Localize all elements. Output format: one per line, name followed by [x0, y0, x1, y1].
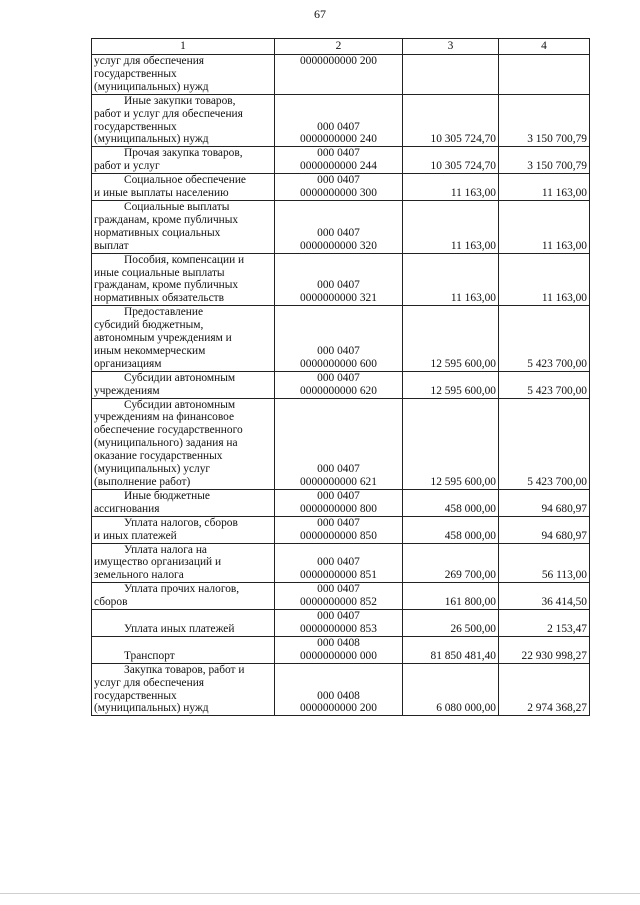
table-row	[92, 147, 590, 174]
row-amount-col3: 11 163,00	[403, 200, 499, 253]
row-code-line: 000 0408	[317, 689, 360, 702]
row-code-line: 0000000000 200	[300, 55, 377, 67]
table-row	[92, 636, 590, 663]
row-amount-col3: 11 163,00	[403, 174, 499, 201]
row-name-line: автономным учреждениям и	[94, 332, 232, 345]
row-code-line: 000 0407	[317, 279, 360, 292]
row-amount-col3: 458 000,00	[403, 489, 499, 516]
row-amount-col3: 12 595 600,00	[403, 306, 499, 372]
row-name	[92, 306, 275, 372]
row-code-line: 000 0407	[317, 174, 360, 187]
row-name	[92, 147, 275, 174]
row-amount-col4: 56 113,00	[499, 543, 590, 583]
row-code-line: 0000000000 244	[300, 160, 377, 173]
row-name-line: гражданам, кроме публичных	[94, 213, 239, 226]
row-name-line: работ и услуг для обеспечения	[94, 107, 243, 120]
row-code	[275, 371, 403, 398]
row-code-line: 000 0407	[317, 120, 360, 133]
row-amount-col3: 6 080 000,00	[403, 663, 499, 716]
row-code	[275, 583, 403, 610]
row-name-line: Уплата прочих налогов,	[124, 583, 240, 596]
row-amount-col4	[499, 55, 590, 95]
table-header	[92, 39, 590, 55]
row-name-line: Транспорт	[124, 649, 175, 662]
row-name-line: и иных платежей	[94, 529, 177, 542]
row-name-line: (муниципальных) нужд	[94, 133, 209, 146]
row-amount-col4: 2 974 368,27	[499, 663, 590, 716]
row-name	[92, 398, 275, 489]
row-amount-col3: 26 500,00	[403, 610, 499, 637]
row-name-line: земельного налога	[94, 569, 184, 582]
table-row	[92, 610, 590, 637]
row-code	[275, 663, 403, 716]
row-code-line: 0000000000 851	[300, 569, 377, 582]
row-amount-col4: 94 680,97	[499, 516, 590, 543]
row-name	[92, 543, 275, 583]
row-code	[275, 94, 403, 147]
row-amount-col4: 2 153,47	[499, 610, 590, 637]
page-bottom-rule	[0, 893, 640, 894]
row-name	[92, 636, 275, 663]
table-row	[92, 583, 590, 610]
row-name	[92, 489, 275, 516]
row-code-line: 0000000000 621	[300, 476, 377, 488]
row-name-line: Предоставление	[124, 306, 204, 319]
row-name	[92, 55, 275, 95]
row-name-line: иным некоммерческим	[94, 344, 206, 357]
row-amount-col3: 458 000,00	[403, 516, 499, 543]
row-name-line: выплат	[94, 239, 129, 252]
row-code	[275, 516, 403, 543]
row-name-line: Социальное обеспечение	[124, 174, 246, 187]
row-name-line: оказание государственных	[94, 450, 223, 463]
budget-table	[91, 38, 590, 716]
row-code-line: 0000000000 300	[300, 187, 377, 200]
table-row	[92, 663, 590, 716]
row-code-line: 0000000000 850	[300, 529, 377, 542]
row-name	[92, 253, 275, 306]
table-row	[92, 94, 590, 147]
row-amount-col3: 161 800,00	[403, 583, 499, 610]
row-name-line: учреждениям на финансовое	[94, 411, 235, 424]
row-name-line: Уплата налога на	[124, 543, 207, 556]
row-code	[275, 489, 403, 516]
row-amount-col3	[403, 55, 499, 95]
row-amount-col3: 12 595 600,00	[403, 371, 499, 398]
row-name	[92, 94, 275, 147]
row-amount-col4: 5 423 700,00	[499, 398, 590, 489]
row-code	[275, 543, 403, 583]
row-code	[275, 610, 403, 637]
row-amount-col3: 12 595 600,00	[403, 398, 499, 489]
row-name-line: государственных	[94, 689, 177, 702]
row-code	[275, 55, 403, 95]
row-name-line: Субсидии автономным	[124, 371, 236, 384]
row-name-line: услуг для обеспечения	[94, 676, 205, 689]
header-col-4: 4	[499, 39, 590, 55]
row-name-line: государственных	[94, 67, 177, 80]
header-col-2: 2	[275, 39, 403, 55]
row-code	[275, 253, 403, 306]
row-amount-col4: 11 163,00	[499, 253, 590, 306]
row-amount-col3: 81 850 481,40	[403, 636, 499, 663]
row-name-line: и иные выплаты населению	[94, 187, 229, 200]
row-amount-col4: 11 163,00	[499, 174, 590, 201]
row-amount-col4: 3 150 700,79	[499, 94, 590, 147]
row-name	[92, 200, 275, 253]
row-name	[92, 663, 275, 716]
row-amount-col4: 3 150 700,79	[499, 147, 590, 174]
table-row	[92, 543, 590, 583]
row-name-line: иные социальные выплаты	[94, 266, 225, 279]
row-name-line: учреждениям	[94, 384, 160, 397]
row-code-line: 0000000000 852	[300, 596, 377, 609]
row-code-line: 0000000000 800	[300, 502, 377, 515]
row-name-line: Социальные выплаты	[124, 200, 230, 213]
row-name-line: Субсидии автономным	[124, 398, 236, 411]
row-name-line: (выполнение работ)	[94, 476, 191, 488]
row-name-line: Закупка товаров, работ и	[124, 663, 245, 676]
row-amount-col3: 10 305 724,70	[403, 147, 499, 174]
row-code	[275, 398, 403, 489]
table-row	[92, 174, 590, 201]
row-amount-col3: 11 163,00	[403, 253, 499, 306]
row-name	[92, 516, 275, 543]
table-row	[92, 306, 590, 372]
row-amount-col4: 11 163,00	[499, 200, 590, 253]
row-code-line: 000 0407	[317, 610, 360, 623]
table-row	[92, 398, 590, 489]
row-code-line: 000 0407	[317, 516, 360, 529]
row-name-line: государственных	[94, 120, 177, 133]
row-code-line: 0000000000 853	[300, 622, 377, 635]
row-amount-col4: 22 930 998,27	[499, 636, 590, 663]
row-name-line: нормативных обязательств	[94, 292, 224, 305]
row-code-line: 0000000000 240	[300, 133, 377, 146]
table-row	[92, 516, 590, 543]
row-name-line: услуг для обеспечения	[94, 55, 205, 67]
table-row	[92, 253, 590, 306]
row-name	[92, 610, 275, 637]
row-code	[275, 636, 403, 663]
row-name-line: обеспечение государственного	[94, 424, 243, 437]
row-name-line: ассигнования	[94, 502, 160, 515]
table-row	[92, 371, 590, 398]
page-number: 67	[314, 7, 326, 21]
row-code-line: 000 0407	[317, 344, 360, 357]
row-name-line: Уплата иных платежей	[124, 622, 235, 635]
row-code-line: 000 0407	[317, 583, 360, 596]
row-name-line: (муниципальных) нужд	[94, 80, 209, 93]
table-body	[92, 55, 590, 716]
row-code-line: 0000000000 320	[300, 239, 377, 252]
row-name	[92, 371, 275, 398]
row-code-line: 000 0407	[317, 489, 360, 502]
row-code	[275, 306, 403, 372]
header-col-3: 3	[403, 39, 499, 55]
row-name-line: Уплата налогов, сборов	[124, 516, 238, 529]
row-amount-col3: 10 305 724,70	[403, 94, 499, 147]
table-row	[92, 200, 590, 253]
row-amount-col4: 36 414,50	[499, 583, 590, 610]
row-name-line: организациям	[94, 357, 162, 370]
row-amount-col3: 269 700,00	[403, 543, 499, 583]
row-amount-col4: 5 423 700,00	[499, 371, 590, 398]
table-row	[92, 55, 590, 95]
row-name-line: субсидий бюджетным,	[94, 319, 204, 332]
row-name-line: (муниципальных) услуг	[94, 463, 211, 476]
row-name-line: имущество организаций и	[94, 556, 222, 569]
row-name-line: (муниципальных) нужд	[94, 702, 209, 715]
row-name	[92, 174, 275, 201]
row-name-line: гражданам, кроме публичных	[94, 279, 239, 292]
row-amount-col4: 94 680,97	[499, 489, 590, 516]
row-name-line: сборов	[94, 596, 128, 609]
row-name-line: Пособия, компенсации и	[124, 253, 245, 266]
row-name-line: Прочая закупка товаров,	[124, 147, 243, 160]
row-name-line: работ и услуг	[94, 160, 160, 173]
row-code-line: 0000000000 620	[300, 384, 377, 397]
row-code	[275, 200, 403, 253]
row-code-line: 000 0407	[317, 147, 360, 160]
row-amount-col4: 5 423 700,00	[499, 306, 590, 372]
row-code-line: 0000000000 000	[300, 649, 377, 662]
header-col-1: 1	[92, 39, 275, 55]
table-row	[92, 489, 590, 516]
row-code-line: 0000000000 600	[300, 357, 377, 370]
row-code-line: 000 0407	[317, 226, 360, 239]
row-code	[275, 147, 403, 174]
row-code-line: 0000000000 321	[300, 292, 377, 305]
row-code	[275, 174, 403, 201]
row-code-line: 000 0407	[317, 556, 360, 569]
row-name	[92, 583, 275, 610]
row-code-line: 0000000000 200	[300, 702, 377, 715]
row-name-line: (муниципального) задания на	[94, 437, 238, 450]
row-name-line: нормативных социальных	[94, 226, 221, 239]
row-name-line: Иные бюджетные	[124, 489, 210, 502]
row-code-line: 000 0408	[317, 636, 360, 649]
row-code-line: 000 0407	[317, 371, 360, 384]
header-row	[92, 39, 590, 55]
row-name-line: Иные закупки товаров,	[124, 94, 236, 107]
row-code-line: 000 0407	[317, 463, 360, 476]
